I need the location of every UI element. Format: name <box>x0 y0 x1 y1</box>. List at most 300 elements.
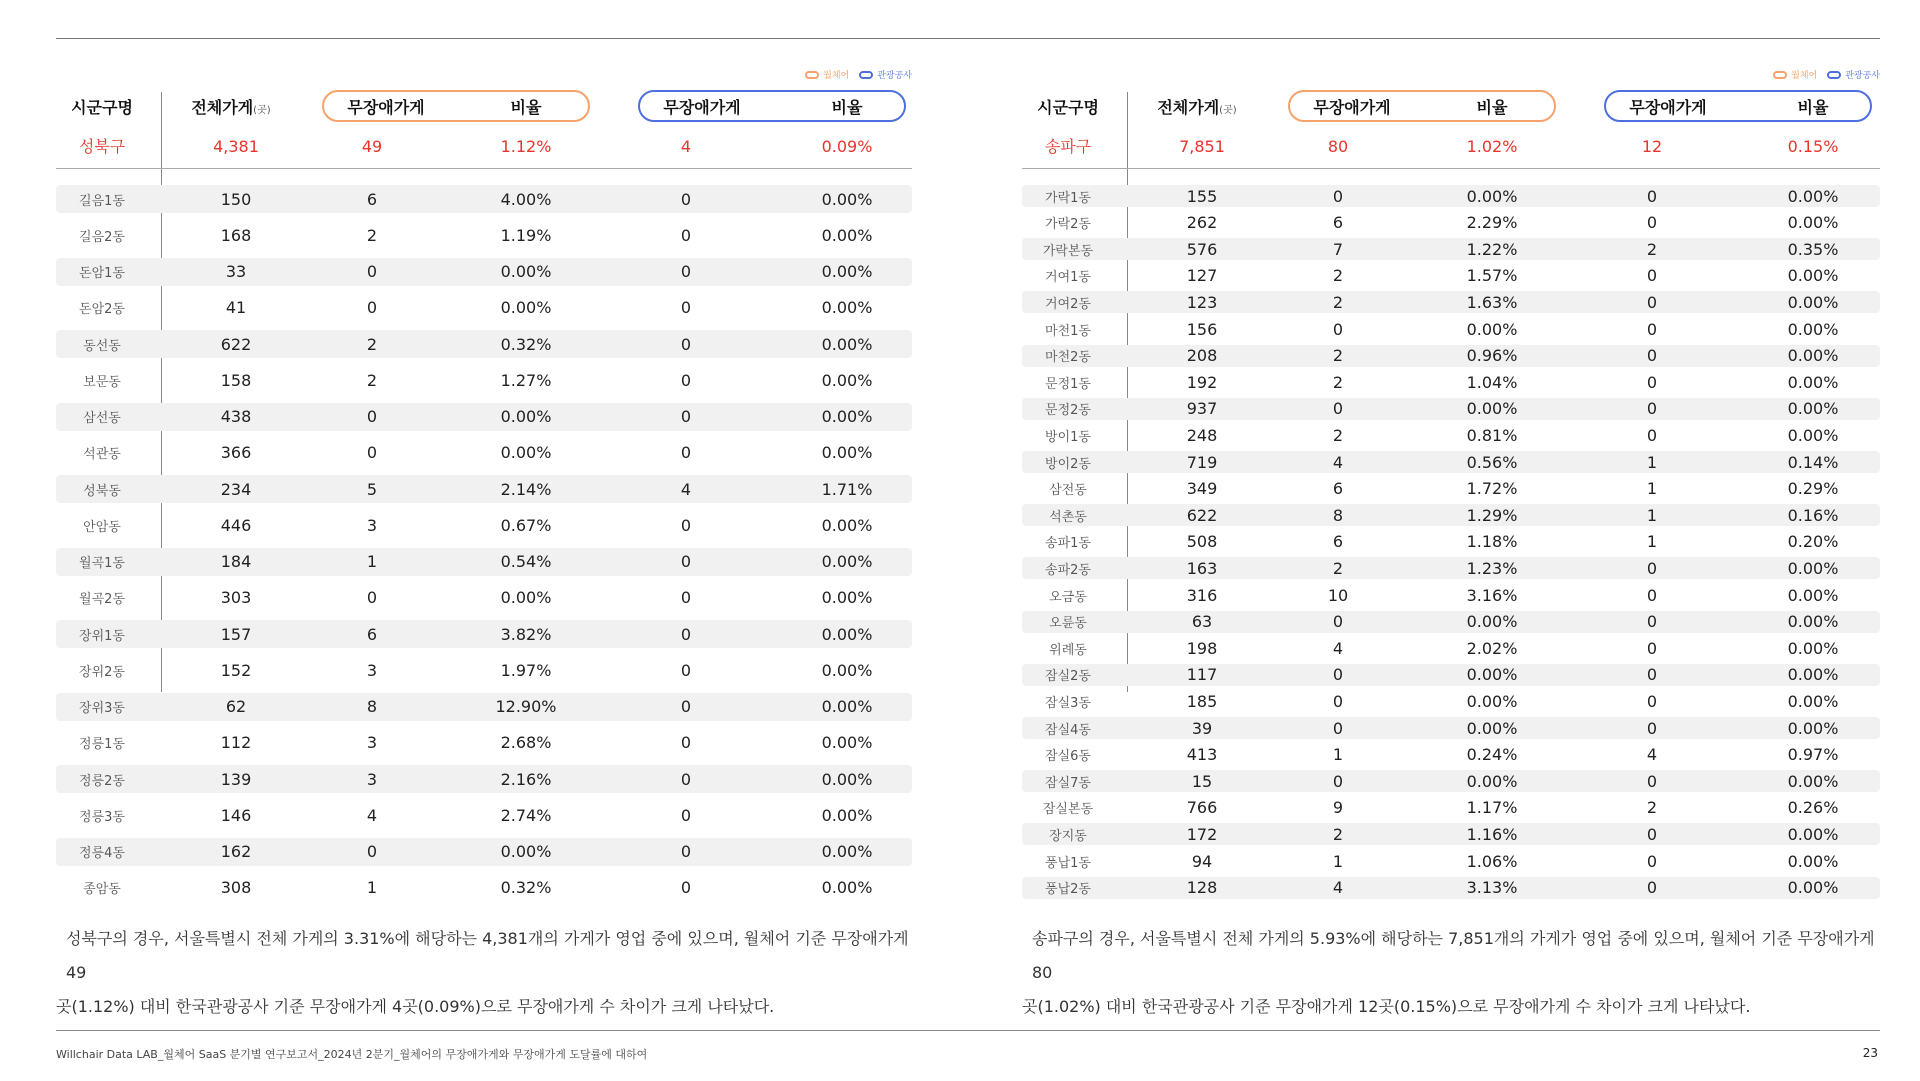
total-stores: 184 <box>220 552 252 571</box>
k-count: 0 <box>1646 186 1658 206</box>
w-ratio: 3.82% <box>500 624 552 644</box>
k-ratio: 0.00% <box>1787 824 1839 844</box>
total-stores: 63 <box>1191 612 1213 632</box>
table-row <box>56 185 912 213</box>
district-name: 길음2동 <box>79 229 125 245</box>
table-row <box>1022 504 1880 526</box>
k-ratio: 0.26% <box>1787 798 1839 818</box>
total-stores: 413 <box>1186 745 1218 765</box>
w-ratio: 0.00% <box>500 842 552 861</box>
w-ratio: 0.81% <box>1466 425 1518 445</box>
k-count: 0 <box>680 370 692 390</box>
total-stores: 157 <box>220 624 252 644</box>
w-count: 1 <box>366 552 378 571</box>
total-stores: 62 <box>225 697 247 716</box>
k-count: 4 <box>680 479 692 499</box>
table-row <box>1022 877 1880 899</box>
total-stores: 117 <box>1186 665 1218 685</box>
k-ratio: 0.00% <box>1787 558 1839 578</box>
w-ratio: 1.29% <box>1466 505 1518 525</box>
w-count: 0 <box>366 443 378 463</box>
w-count: 10 <box>1327 585 1349 605</box>
w-count: 0 <box>1332 691 1344 711</box>
district-name: 보문동 <box>83 374 121 390</box>
k-count: 0 <box>680 515 692 535</box>
table-row <box>1022 823 1880 845</box>
district-name: 장위2동 <box>79 664 125 680</box>
w-count: 2 <box>1332 372 1344 392</box>
district-name: 방이1동 <box>1045 429 1091 445</box>
w-count: 8 <box>1332 505 1344 525</box>
header-k-barrier: 무장애가게 <box>1629 98 1707 117</box>
district-name: 잠실4동 <box>1045 722 1091 738</box>
total-stores: 94 <box>1191 851 1213 871</box>
header-total-unit: (곳) <box>1219 105 1237 116</box>
k-count: 0 <box>1646 665 1658 685</box>
w-count: 2 <box>1332 266 1344 286</box>
k-ratio: 0.00% <box>1787 718 1839 738</box>
k-count: 0 <box>1646 771 1658 791</box>
district-name: 동선동 <box>83 338 121 354</box>
summary-row <box>1022 130 1880 164</box>
total-stores: 168 <box>220 225 252 245</box>
total-stores: 262 <box>1186 213 1218 233</box>
k-count: 0 <box>680 262 692 281</box>
summary-k-ratio: 0.09% <box>821 137 873 156</box>
district-name: 석관동 <box>83 447 121 463</box>
district-name: 마천2동 <box>1045 350 1091 366</box>
paragraph-line: 성북구의 경우, 서울특별시 전체 가게의 3.31%에 해당하는 4,381개의 가게가 영업 중에 있으며, 월체어 기준 무장애가게 49 <box>66 929 909 982</box>
w-count: 4 <box>366 805 378 825</box>
w-ratio: 0.00% <box>500 407 552 426</box>
total-stores: 146 <box>220 805 252 825</box>
w-ratio: 3.16% <box>1466 585 1518 605</box>
table-row <box>1022 770 1880 792</box>
header-w-barrier: 무장애가게 <box>347 98 425 117</box>
k-count: 0 <box>1646 638 1658 658</box>
district-name: 돈암2동 <box>79 302 125 318</box>
w-ratio: 0.54% <box>500 552 552 571</box>
k-ratio: 0.00% <box>1787 266 1839 286</box>
blue-pill-swatch <box>859 71 873 79</box>
district-name: 풍납2동 <box>1045 882 1091 898</box>
w-ratio: 1.06% <box>1466 851 1518 871</box>
summary-w-ratio: 1.02% <box>1466 137 1518 156</box>
w-count: 0 <box>366 842 378 861</box>
table-row <box>56 439 912 467</box>
k-ratio: 0.00% <box>1787 399 1839 419</box>
total-stores: 438 <box>220 407 252 426</box>
w-count: 0 <box>1332 612 1344 632</box>
summary-k-count: 12 <box>1641 137 1663 156</box>
k-ratio: 0.00% <box>821 733 873 753</box>
total-stores: 155 <box>1186 186 1218 206</box>
k-ratio: 0.00% <box>821 515 873 535</box>
k-count: 0 <box>680 697 692 716</box>
total-stores: 33 <box>225 262 247 281</box>
w-count: 2 <box>366 370 378 390</box>
k-ratio: 0.00% <box>1787 372 1839 392</box>
table-row <box>56 294 912 322</box>
total-stores: 152 <box>220 660 252 680</box>
k-ratio: 0.97% <box>1787 745 1839 765</box>
district-name: 가락2동 <box>1045 217 1091 233</box>
w-count: 0 <box>366 262 378 281</box>
k-ratio: 0.00% <box>1787 691 1839 711</box>
total-stores: 192 <box>1186 372 1218 392</box>
w-count: 8 <box>366 697 378 716</box>
table-row <box>1022 424 1880 446</box>
total-stores: 163 <box>1186 558 1218 578</box>
w-ratio: 0.00% <box>500 588 552 608</box>
summary-w-count: 80 <box>1327 137 1349 156</box>
k-ratio: 0.00% <box>1787 213 1839 233</box>
k-ratio: 0.29% <box>1787 479 1839 499</box>
district-name: 거여2동 <box>1045 296 1091 312</box>
k-count: 0 <box>1646 425 1658 445</box>
district-name: 석촌동 <box>1049 509 1087 525</box>
w-ratio: 0.32% <box>500 878 552 898</box>
k-ratio: 0.00% <box>821 552 873 571</box>
total-stores: 112 <box>220 733 252 753</box>
k-count: 0 <box>680 733 692 753</box>
district-name: 잠실2동 <box>1045 669 1091 685</box>
w-count: 4 <box>1332 452 1344 472</box>
k-count: 0 <box>1646 612 1658 632</box>
w-ratio: 2.02% <box>1466 638 1518 658</box>
table-row <box>56 838 912 866</box>
k-ratio: 0.00% <box>1787 878 1839 898</box>
w-count: 0 <box>1332 665 1344 685</box>
page-number: 23 <box>1862 1046 1878 1060</box>
summary-w-ratio: 1.12% <box>500 137 552 156</box>
table-row <box>56 656 912 684</box>
legend-kto <box>859 68 912 81</box>
legend-wheelchair-label: 월체어 <box>1791 71 1818 81</box>
legend <box>805 68 912 81</box>
k-ratio: 0.00% <box>821 842 873 861</box>
table-row <box>1022 637 1880 659</box>
w-count: 6 <box>366 189 378 209</box>
k-ratio: 1.71% <box>821 479 873 499</box>
w-ratio: 0.24% <box>1466 745 1518 765</box>
w-count: 2 <box>1332 558 1344 578</box>
k-ratio: 0.00% <box>821 370 873 390</box>
district-name: 삼선동 <box>83 411 121 426</box>
district-name: 길음1동 <box>79 193 125 209</box>
district-name: 잠실6동 <box>1045 749 1091 765</box>
district-name: 문정2동 <box>1045 403 1091 419</box>
w-count: 2 <box>366 334 378 354</box>
w-ratio: 1.57% <box>1466 266 1518 286</box>
w-count: 0 <box>1332 186 1344 206</box>
w-count: 0 <box>1332 399 1344 419</box>
left-summary-paragraph <box>56 922 916 1024</box>
district-name: 잠실3동 <box>1045 695 1091 711</box>
district-name: 정릉4동 <box>79 846 125 861</box>
w-ratio: 1.17% <box>1466 798 1518 818</box>
k-count: 0 <box>680 334 692 354</box>
k-count: 0 <box>680 189 692 209</box>
w-ratio: 1.16% <box>1466 824 1518 844</box>
w-count: 6 <box>1332 213 1344 233</box>
w-count: 1 <box>1332 851 1344 871</box>
total-stores: 303 <box>220 588 252 608</box>
k-ratio: 0.14% <box>1787 452 1839 472</box>
w-ratio: 0.00% <box>500 262 552 281</box>
footer-rule <box>56 1030 1880 1031</box>
w-ratio: 2.74% <box>500 805 552 825</box>
table-row <box>1022 318 1880 340</box>
k-ratio: 0.00% <box>1787 851 1839 871</box>
table-row <box>1022 664 1880 686</box>
table-row <box>1022 212 1880 234</box>
total-stores: 39 <box>1191 718 1213 738</box>
district-name: 안암동 <box>83 519 121 535</box>
w-ratio: 1.63% <box>1466 292 1518 312</box>
table-row <box>56 620 912 648</box>
table-row <box>56 475 912 503</box>
w-ratio: 0.00% <box>1466 399 1518 419</box>
w-ratio: 2.16% <box>500 769 552 789</box>
header-total <box>156 90 306 126</box>
k-count: 2 <box>1646 239 1658 259</box>
table-row <box>1022 238 1880 260</box>
table-row <box>1022 371 1880 393</box>
summary-total: 4,381 <box>213 137 259 156</box>
legend-wheelchair-label: 월체어 <box>823 71 850 81</box>
w-ratio: 2.14% <box>500 479 552 499</box>
total-stores: 937 <box>1186 399 1218 419</box>
table-row <box>1022 398 1880 420</box>
w-count: 6 <box>1332 532 1344 552</box>
table-row <box>56 548 912 576</box>
k-ratio: 0.00% <box>821 588 873 608</box>
table-row <box>56 874 912 902</box>
k-ratio: 0.00% <box>821 769 873 789</box>
w-ratio: 0.96% <box>1466 346 1518 366</box>
k-count: 0 <box>680 443 692 463</box>
total-stores: 123 <box>1186 292 1218 312</box>
header-w-ratio: 비율 <box>510 98 542 117</box>
table-row <box>56 693 912 721</box>
w-ratio: 0.67% <box>500 515 552 535</box>
table-header <box>1022 90 1880 126</box>
top-rule <box>56 38 1880 39</box>
total-stores: 508 <box>1186 532 1218 552</box>
paragraph-line: 곳(1.12%) 대비 한국관광공사 기준 무장애가게 4곳(0.09%)으로 무장애가게 수 차이가 크게 나타났다. <box>56 997 775 1016</box>
w-ratio: 1.23% <box>1466 558 1518 578</box>
district-name: 정릉1동 <box>79 737 125 753</box>
district-name: 마천1동 <box>1045 323 1091 339</box>
k-count: 2 <box>1646 798 1658 818</box>
k-count: 0 <box>1646 585 1658 605</box>
k-ratio: 0.00% <box>821 443 873 463</box>
summary-k-count: 4 <box>680 137 692 156</box>
legend-wheelchair <box>1773 68 1817 81</box>
w-ratio: 0.00% <box>1466 718 1518 738</box>
w-count: 1 <box>366 878 378 898</box>
summary-name: 송파구 <box>1044 137 1092 156</box>
k-count: 0 <box>680 805 692 825</box>
district-name: 장위3동 <box>79 701 125 716</box>
k-count: 0 <box>680 878 692 898</box>
w-ratio: 0.00% <box>500 443 552 463</box>
table-row <box>56 330 912 358</box>
table-row <box>1022 717 1880 739</box>
k-count: 4 <box>1646 745 1658 765</box>
table-row <box>1022 451 1880 473</box>
table-row <box>56 801 912 829</box>
header-k-ratio: 비율 <box>831 98 863 117</box>
right-summary-paragraph <box>1022 922 1882 1024</box>
table-row <box>1022 584 1880 606</box>
total-stores: 248 <box>1186 425 1218 445</box>
k-count: 0 <box>1646 824 1658 844</box>
footer-text: Willchair Data LAB_월체어 SaaS 분기별 연구보고서_2024년 2분기_월체어의 무장애가게와 무장애가게 도달률에 대하여 <box>56 1048 648 1061</box>
k-ratio: 0.00% <box>821 624 873 644</box>
k-count: 0 <box>680 624 692 644</box>
w-ratio: 4.00% <box>500 189 552 209</box>
summary-total: 7,851 <box>1179 137 1225 156</box>
total-stores: 234 <box>220 479 252 499</box>
k-count: 0 <box>1646 558 1658 578</box>
table-row <box>56 403 912 431</box>
total-stores: 127 <box>1186 266 1218 286</box>
legend-wheelchair <box>805 68 849 81</box>
table-row <box>1022 478 1880 500</box>
w-count: 7 <box>1332 239 1344 259</box>
legend-kto-label: 관광공사 <box>1845 71 1880 81</box>
total-stores: 316 <box>1186 585 1218 605</box>
k-ratio: 0.00% <box>1787 186 1839 206</box>
w-ratio: 1.97% <box>500 660 552 680</box>
w-count: 2 <box>1332 425 1344 445</box>
district-name: 월곡1동 <box>79 556 125 571</box>
summary-name: 성북구 <box>78 137 126 156</box>
district-name: 문정1동 <box>1045 376 1091 392</box>
w-ratio: 1.72% <box>1466 479 1518 499</box>
table-row <box>56 765 912 793</box>
w-ratio: 0.00% <box>1466 612 1518 632</box>
k-count: 0 <box>1646 718 1658 738</box>
district-name: 장위1동 <box>79 628 125 644</box>
summary-w-count: 49 <box>361 137 383 156</box>
total-stores: 446 <box>220 515 252 535</box>
k-count: 0 <box>680 298 692 318</box>
k-count: 0 <box>680 769 692 789</box>
district-name: 가락1동 <box>1045 190 1091 206</box>
k-ratio: 0.00% <box>1787 346 1839 366</box>
orange-pill-swatch <box>805 71 819 79</box>
total-stores: 719 <box>1186 452 1218 472</box>
table-row <box>56 584 912 612</box>
k-ratio: 0.20% <box>1787 532 1839 552</box>
header-k-ratio: 비율 <box>1797 98 1829 117</box>
header-total-unit: (곳) <box>253 105 271 116</box>
summary-row <box>56 130 912 164</box>
w-ratio: 1.22% <box>1466 239 1518 259</box>
paragraph-line: 송파구의 경우, 서울특별시 전체 가게의 5.93%에 해당하는 7,851개의 가게가 영업 중에 있으며, 월체어 기준 무장애가게 80 <box>1032 929 1875 982</box>
district-name: 종암동 <box>83 882 121 898</box>
k-count: 1 <box>1646 479 1658 499</box>
k-ratio: 0.00% <box>821 262 873 281</box>
summary-rule <box>56 168 912 169</box>
district-name: 돈암1동 <box>79 266 125 281</box>
k-count: 0 <box>1646 851 1658 871</box>
k-ratio: 0.00% <box>821 697 873 716</box>
k-count: 0 <box>1646 878 1658 898</box>
header-total <box>1122 90 1272 126</box>
k-ratio: 0.00% <box>821 225 873 245</box>
k-ratio: 0.00% <box>1787 771 1839 791</box>
district-name: 장지동 <box>1049 828 1087 844</box>
w-count: 0 <box>366 588 378 608</box>
w-count: 9 <box>1332 798 1344 818</box>
table-row <box>1022 345 1880 367</box>
w-ratio: 1.04% <box>1466 372 1518 392</box>
table-row <box>56 729 912 757</box>
district-name: 삼전동 <box>1049 483 1087 499</box>
w-ratio: 0.00% <box>1466 665 1518 685</box>
legend-kto-label: 관광공사 <box>877 71 912 81</box>
district-name: 정릉3동 <box>79 809 125 825</box>
w-ratio: 3.13% <box>1466 878 1518 898</box>
w-count: 0 <box>1332 771 1344 791</box>
w-ratio: 0.56% <box>1466 452 1518 472</box>
k-count: 0 <box>680 588 692 608</box>
table-row <box>1022 690 1880 712</box>
total-stores: 198 <box>1186 638 1218 658</box>
header-w-ratio: 비율 <box>1476 98 1508 117</box>
k-ratio: 0.00% <box>821 334 873 354</box>
table-row <box>56 511 912 539</box>
k-count: 0 <box>1646 372 1658 392</box>
w-count: 3 <box>366 769 378 789</box>
header-total-label: 전체가게 <box>1157 98 1220 117</box>
district-name: 성북동 <box>83 483 121 499</box>
table-row <box>1022 557 1880 579</box>
district-name: 가락본동 <box>1042 243 1094 259</box>
k-count: 0 <box>1646 292 1658 312</box>
k-ratio: 0.00% <box>1787 319 1839 339</box>
table-row <box>1022 797 1880 819</box>
summary-rule <box>1022 168 1880 169</box>
k-ratio: 0.00% <box>1787 425 1839 445</box>
district-name: 월곡2동 <box>79 592 125 608</box>
k-ratio: 0.16% <box>1787 505 1839 525</box>
orange-pill-swatch <box>1773 71 1787 79</box>
w-count: 4 <box>1332 878 1344 898</box>
w-count: 2 <box>366 225 378 245</box>
district-name: 정릉2동 <box>79 773 125 789</box>
table-row <box>1022 291 1880 313</box>
w-ratio: 0.00% <box>1466 691 1518 711</box>
k-count: 0 <box>1646 319 1658 339</box>
total-stores: 162 <box>220 842 252 861</box>
table-row <box>1022 611 1880 633</box>
w-ratio: 1.27% <box>500 370 552 390</box>
table-row <box>56 221 912 249</box>
w-count: 2 <box>1332 292 1344 312</box>
w-count: 4 <box>1332 638 1344 658</box>
total-stores: 139 <box>220 769 252 789</box>
k-ratio: 0.00% <box>821 878 873 898</box>
w-count: 2 <box>1332 346 1344 366</box>
table-header <box>56 90 912 126</box>
district-name: 방이2동 <box>1045 456 1091 472</box>
k-ratio: 0.00% <box>1787 612 1839 632</box>
